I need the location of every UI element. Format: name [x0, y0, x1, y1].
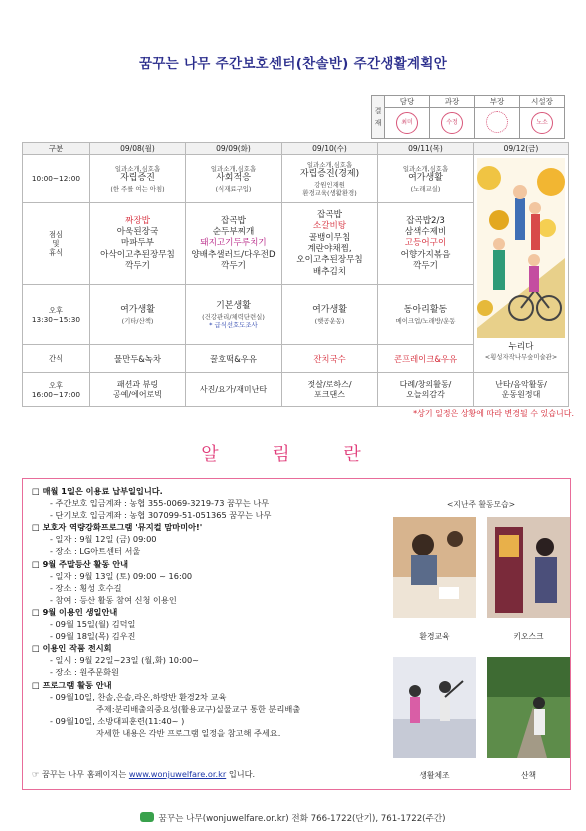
fri-activity-cell [474, 155, 569, 373]
wed-lunch-menu: 잡곡밥 소갈비탕 골뱅이무침 계란야채찜, 오이고추된장무침 배추김치 [282, 203, 378, 285]
notice-detail: - 장소 : 원주문화원 [50, 667, 119, 678]
photos-title: <지난주 활동모습> [446, 500, 516, 509]
homepage-link[interactable]: www.wonjuwelfare.or.kr [128, 769, 227, 779]
thu-morning: 일과소개,심호흡 여가생활 (노래교실) [378, 155, 474, 203]
approval-col-director: 부장 [475, 96, 520, 108]
wed-afternoon: 여가생활 (햇공운동) [282, 285, 378, 345]
thu-late: 다례/창의활동/ 오늘의감각 [378, 373, 474, 407]
notice-detail: - 일자 : 9월 13일 (토) 09:00 ~ 16:00 [50, 570, 193, 581]
notice-box [22, 478, 571, 790]
tue-afternoon: 기본생활 (건강관리/체력단련실) * 급식선호도조사 [186, 285, 282, 345]
notice-detail: - 참여 : 등산 활동 참여 신청 이용인 [50, 594, 177, 605]
mon-lunch-menu: 짜장밥 아욱된장국 마파두부 아삭이고추된장무침 깍두기 [90, 203, 186, 285]
notice-heading: □ 보호자 역량강화프로그램 '뮤지컬 맘마미아!' [32, 522, 203, 533]
tue-snack: 꿀호떡&우유 [186, 345, 282, 373]
notice-detail: - 09월10일, 찬솔,은솔,라온,하랑반 환경2차 교육 [50, 691, 227, 702]
schedule-header-row [23, 143, 569, 155]
header-category: 구분 [23, 143, 90, 155]
footer-contact: 꿈꾸는 나무(wonjuwelfare.or.kr) 전화 766-1722(단기), 761-1722(주간) [158, 814, 446, 824]
label-lunch: 점심 및 휴식 [23, 203, 90, 285]
page-title: 꿈꾸는 나무 주간보호센터(찬솔반) 주간생활계획안 [138, 56, 448, 72]
thu-lunch-menu: 잡곡밥2/3 삼색수제비 고등어구이 어향가지볶음 깍두기 [378, 203, 474, 285]
notice-detail: - 주간보호 입금계좌 : 농협 355-0069-3219-73 꿈꾸는 나무 [50, 498, 270, 509]
mon-morning: 일과소개,심호흡 자립증진 (한 주를 여는 아침) [90, 155, 186, 203]
fri-activity-place: <횡성자작나무숲미술관> [484, 352, 558, 361]
header-fri: 09/12(금) [474, 143, 569, 155]
footer [0, 812, 586, 824]
caption-kiosk: 키오스크 [513, 632, 544, 641]
notice-heading: □ 9월 이용인 생일안내 [32, 606, 118, 617]
notice-detail: - 장소 : LG아트센터 서울 [50, 546, 141, 557]
notice-heading: □ 9월 주말등산 활동 안내 [32, 558, 129, 569]
approval-col-staff: 담당 [385, 96, 430, 108]
notice-heading: □ 매월 1일은 이용료 납부일입니다. [32, 486, 163, 496]
mon-late: 패션과 뷰링 공예/에어로빅 [90, 373, 186, 407]
mon-afternoon: 여가생활 (기타/산책) [90, 285, 186, 345]
approval-stamp-head: 노소 [520, 108, 565, 139]
thu-afternoon: 동아리활동 메이크업/노래방/운동 [378, 285, 474, 345]
fri-illustration [477, 158, 565, 338]
caption-exercise: 생활체조 [419, 771, 450, 780]
notice-heading: □ 프로그램 활동 안내 [32, 679, 112, 690]
approval-stamp-director [475, 108, 520, 139]
header-thu: 09/11(목) [378, 143, 474, 155]
homepage-line: ☞ 꿈꾸는 나무 홈페이지는 www.wonjuwelfare.or.kr 입니다. [32, 769, 256, 779]
wed-morning: 일과소개,심호흡 자립증진(경제) 강원인재원 환경교육(생활환경) [282, 155, 378, 203]
row-morning [23, 155, 569, 203]
approval-side-label: 결 재 [372, 96, 385, 139]
header-tue: 09/09(화) [186, 143, 282, 155]
approval-stamp-staff: 최미 [385, 108, 430, 139]
caption-env-education: 환경교육 [419, 632, 450, 641]
photo-env-education [393, 517, 476, 618]
mon-snack: 물만두&녹차 [90, 345, 186, 373]
tue-lunch-menu: 잡곡밥 순두부찌개 돼지고기두루치기 양배추샐러드/다우전D 깍두기 [186, 203, 282, 285]
fri-late: 난타/음악활동/ 운동원정대 [474, 373, 569, 407]
notice-detail: - 09월10일, 소방대피훈련(11:40~ ) [50, 715, 185, 726]
notice-detail: - 09월 18일(목) 김우진 [50, 631, 136, 642]
label-snack: 간식 [23, 345, 90, 373]
approval-box [371, 95, 565, 139]
wed-snack: 잔치국수 [282, 345, 378, 373]
notice-heading: □ 이용인 작품 전시회 [32, 643, 112, 654]
notice-detail: 자세한 내용은 각반 프로그램 일정을 참고해 주세요. [96, 727, 281, 738]
label-late: 오후 16:00~17:00 [23, 373, 90, 407]
notice-title: 알 림 란 [201, 444, 385, 465]
label-afternoon: 오후 13:30~15:30 [23, 285, 90, 345]
notice-detail: - 일시 : 9월 22일~23일 (월,화) 10:00~ [50, 655, 200, 666]
fri-activity-title: 누리다 [508, 341, 534, 352]
notice-detail: 주제:분리배출의중요성(활용교구)실물교구 통한 분리배출 [96, 703, 301, 714]
thu-snack: 콘프레이크&우유 [378, 345, 474, 373]
row-late [23, 373, 569, 407]
approval-col-head: 시설장 [520, 96, 565, 108]
notice-detail: - 장소 : 횡성 호수길 [50, 582, 122, 593]
header-wed: 09/10(수) [282, 143, 378, 155]
notice-detail: - 단기보호 입금계좌 : 농협 307099-51-051365 꿈꾸는 나무 [50, 510, 272, 521]
label-morning: 10:00~12:00 [23, 155, 90, 203]
notice-list [32, 485, 384, 739]
caption-walk: 산책 [520, 771, 537, 780]
header-mon: 09/08(월) [90, 143, 186, 155]
photo-walk [487, 657, 570, 758]
schedule-change-note: *상기 일정은 상황에 따라 변경될 수 있습니다. [413, 409, 574, 418]
approval-stamp-manager: 수정 [430, 108, 475, 139]
wed-late: 젓살/로하스/ 포크댄스 [282, 373, 378, 407]
tue-morning: 일과소개,심호흡 사회적응 (식재료구입) [186, 155, 282, 203]
notice-detail: - 09월 15일(월) 김덕일 [50, 619, 136, 630]
photo-kiosk [487, 517, 570, 618]
approval-col-manager: 과장 [430, 96, 475, 108]
photo-exercise [393, 657, 476, 758]
weekly-schedule-table [22, 142, 569, 407]
center-logo-icon [140, 812, 154, 822]
notice-detail: - 일자 : 9월 12일 (금) 09:00 [50, 534, 157, 545]
tue-late: 사진/요가/재미난타 [186, 373, 282, 407]
